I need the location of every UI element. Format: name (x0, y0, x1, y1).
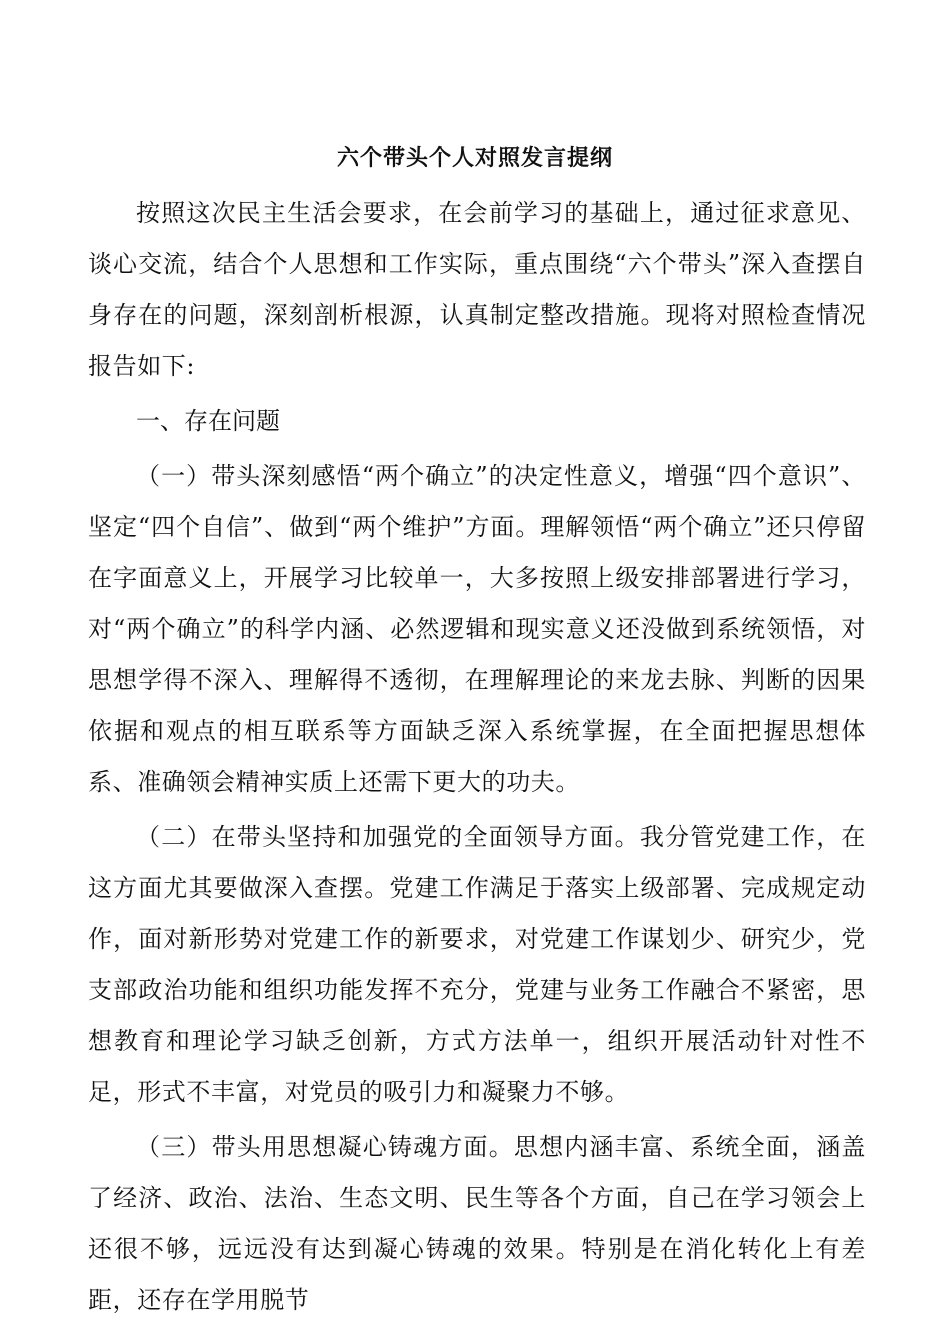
intro-paragraph: 按照这次民主生活会要求，在会前学习的基础上，通过征求意见、谈心交流，结合个人思想和工作实际，重点围绕“六个带头”深入查摆自身存在的问题，深刻剖析根源，认真制定整改措施。现将对照检查情况报告如下: (88, 199, 866, 380)
paragraph-1: （一）带头深刻感悟“两个确立”的决定性意义，增强“四个意识”、坚定“四个自信”、做到“两个维护”方面。理解领悟“两个确立”还只停留在字面意义上，开展学习比较单一，大多按照上级安排部署进行学习，对“两个确立”的科学内涵、必然逻辑和现实意义还没做到系统领悟，对思想学得不深入、理解得不透彻，在理解理论的来龙去脉、判断的因果依据和观点的相互联系等方面缺乏深入系统掌握，在全面把握思想体系、准确领会精神实质上还需下更大的功夫。 (88, 462, 866, 796)
document-body (88, 188, 866, 1326)
paragraph-3: （三）带头用思想凝心铸魂方面。思想内涵丰富、系统全面，涵盖了经济、政治、法治、生态文明、民生等各个方面，自己在学习领会上还很不够，远远没有达到凝心铸魂的效果。特别是在消化转化上有差距，还存在学用脱节 (88, 1133, 866, 1314)
document-title: 六个带头个人对照发言提纲 (336, 145, 613, 171)
paragraph-2: （二）在带头坚持和加强党的全面领导方面。我分管党建工作，在这方面尤其要做深入查摆。党建工作满足于落实上级部署、完成规定动作，面对新形势对党建工作的新要求，对党建工作谋划少、研究少，党支部政治功能和组织功能发挥不充分，党建与业务工作融合不紧密，思想教育和理论学习缺乏创新，方式方法单一，组织开展活动针对性不足，形式不丰富，对党员的吸引力和凝聚力不够。 (88, 823, 866, 1106)
section-heading: 一、存在问题 (136, 407, 280, 435)
